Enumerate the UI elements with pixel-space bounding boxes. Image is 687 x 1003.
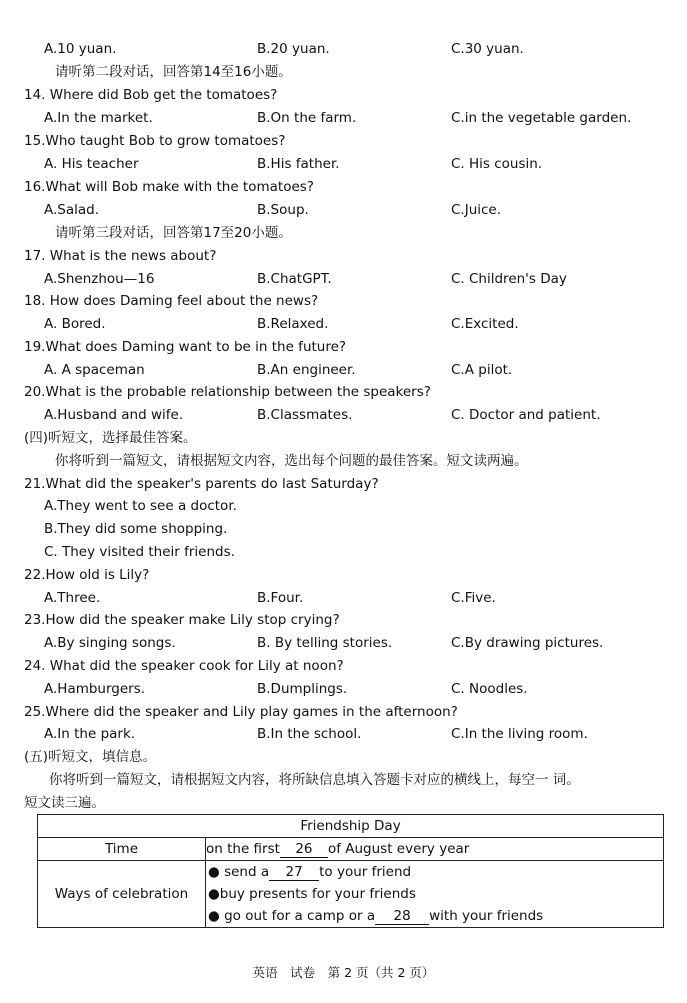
q21-stem: 21.What did the speaker's parents do last Saturday? <box>24 476 379 492</box>
q25-stem: 25.Where did the speaker and Lily play games in the afternoon? <box>24 704 458 720</box>
q21-option-a: A.They went to see a doctor. <box>44 498 237 514</box>
q24-stem: 24. What did the speaker cook for Lily at noon? <box>24 658 344 674</box>
q15-option-a: A. His teacher <box>44 156 139 172</box>
q21-option-c: C. They visited their friends. <box>44 544 235 560</box>
part5-instruction-cont: 短文读三遍。 <box>24 795 105 811</box>
ways-cell <box>206 861 664 928</box>
part4-instruction: 你将听到一篇短文，请根据短文内容，选出每个问题的最佳答案。短文读两遍。 <box>55 453 528 469</box>
q25-option-c: C.In the living room. <box>451 726 588 742</box>
way-3 <box>206 905 663 927</box>
q15-option-c: C. His cousin. <box>451 156 543 172</box>
q20-stem: 20.What is the probable relationship between the speakers? <box>24 384 431 400</box>
q14-option-b: B.On the farm. <box>257 110 357 126</box>
q16-option-a: A.Salad. <box>44 202 100 218</box>
answer-blank-27[interactable]: 27 <box>269 864 319 881</box>
way-2 <box>206 883 663 905</box>
q13-option-b: B.20 yuan. <box>257 41 330 57</box>
q25-option-b: B.In the school. <box>257 726 362 742</box>
bullet-icon: ● <box>208 908 220 924</box>
q17-stem: 17. What is the news about? <box>24 248 217 264</box>
way-1-prefix: send a <box>224 864 270 880</box>
way-2-text: buy presents for your friends <box>219 886 416 902</box>
bullet-icon: ● <box>208 864 220 880</box>
q16-stem: 16.What will Bob make with the tomatoes? <box>24 179 314 195</box>
q22-stem: 22.How old is Lily? <box>24 567 150 583</box>
answer-blank-28[interactable]: 28 <box>375 908 429 925</box>
q19-option-c: C.A pilot. <box>451 362 513 378</box>
q13-option-c: C.30 yuan. <box>451 41 524 57</box>
q23-option-b: B. By telling stories. <box>257 635 393 651</box>
ways-label: Ways of celebration <box>38 861 206 928</box>
q18-option-a: A. Bored. <box>44 316 106 332</box>
time-prefix: on the first <box>206 840 280 857</box>
q23-option-c: C.By drawing pictures. <box>451 635 604 651</box>
way-1-suffix: to your friend <box>319 864 412 880</box>
q22-option-b: B.Four. <box>257 590 304 606</box>
part5-heading: (五)听短文，填信息。 <box>24 749 157 765</box>
q20-option-c: C. Doctor and patient. <box>451 407 601 423</box>
q16-option-b: B.Soup. <box>257 202 309 218</box>
section3-note: 请听第三段对话，回答第17至20小题。 <box>55 225 292 241</box>
q16-option-c: C.Juice. <box>451 202 502 218</box>
time-cell <box>206 838 664 861</box>
q13-option-a: A.10 yuan. <box>44 41 117 57</box>
q22-option-a: A.Three. <box>44 590 101 606</box>
q14-option-c: C.in the vegetable garden. <box>451 110 632 126</box>
q24-option-b: B.Dumplings. <box>257 681 348 697</box>
q19-option-a: A. A spaceman <box>44 362 145 378</box>
q18-option-c: C.Excited. <box>451 316 519 332</box>
q14-option-a: A.In the market. <box>44 110 153 126</box>
way-1 <box>206 861 663 883</box>
page-footer: 英语 试卷 第 2 页（共 2 页） <box>252 965 435 980</box>
q18-option-b: B.Relaxed. <box>257 316 329 332</box>
q23-stem: 23.How did the speaker make Lily stop crying? <box>24 612 340 628</box>
way-3-suffix: with your friends <box>429 908 544 924</box>
q22-option-c: C.Five. <box>451 590 496 606</box>
q19-option-b: B.An engineer. <box>257 362 356 378</box>
friendship-day-table <box>37 814 664 928</box>
q15-option-b: B.His father. <box>257 156 340 172</box>
q21-option-b: B.They did some shopping. <box>44 521 228 537</box>
q24-option-c: C. Noodles. <box>451 681 528 697</box>
q17-option-b: B.ChatGPT. <box>257 271 332 287</box>
answer-blank-26[interactable]: 26 <box>280 841 328 858</box>
q20-option-a: A.Husband and wife. <box>44 407 184 423</box>
way-3-prefix: go out for a camp or a <box>224 908 376 924</box>
q17-option-c: C. Children's Day <box>451 271 567 287</box>
part4-heading: (四)听短文，选择最佳答案。 <box>24 430 197 446</box>
q24-option-a: A.Hamburgers. <box>44 681 146 697</box>
q20-option-b: B.Classmates. <box>257 407 353 423</box>
table-title: Friendship Day <box>38 815 664 838</box>
part5-instruction: 你将听到一篇短文，请根据短文内容，将所缺信息填入答题卡对应的横线上，每空一 词。 <box>49 772 580 788</box>
q23-option-a: A.By singing songs. <box>44 635 176 651</box>
q18-stem: 18. How does Daming feel about the news? <box>24 293 319 309</box>
time-suffix: of August every year <box>327 840 470 857</box>
q14-stem: 14. Where did Bob get the tomatoes? <box>24 87 278 103</box>
q17-option-a: A.Shenzhou—16 <box>44 271 155 287</box>
bullet-icon: ● <box>208 886 220 902</box>
q25-option-a: A.In the park. <box>44 726 136 742</box>
q15-stem: 15.Who taught Bob to grow tomatoes? <box>24 133 286 149</box>
q19-stem: 19.What does Daming want to be in the future? <box>24 339 347 355</box>
time-label: Time <box>38 838 206 861</box>
section2-note: 请听第二段对话，回答第14至16小题。 <box>55 64 292 80</box>
